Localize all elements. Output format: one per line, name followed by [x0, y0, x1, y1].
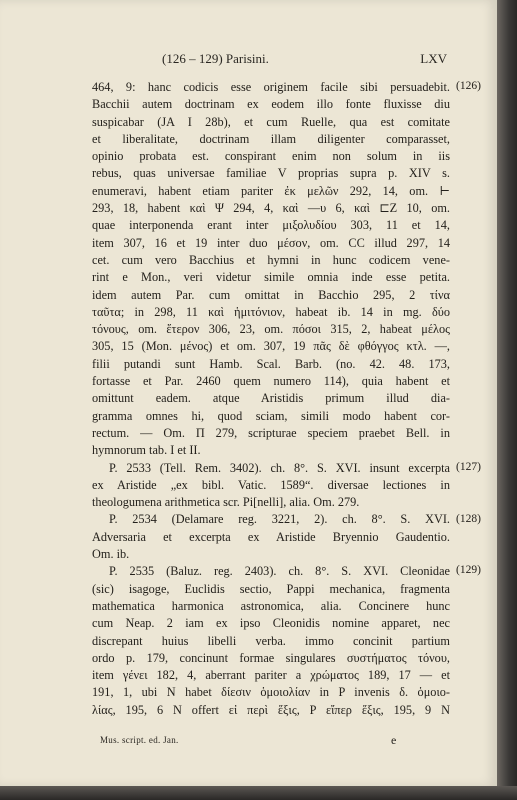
text-line: item γένει 182, 4, aberrant pariter a χρώματος 189, 17 — et [92, 668, 450, 683]
page-edge-shadow [497, 0, 517, 800]
text-line: P. 2534 (Delamare reg. 3221, 2). ch. 8°. S. XVI. [109, 512, 450, 527]
page-header [92, 51, 447, 69]
page-bottom-shadow [0, 786, 517, 800]
text-line: theologumena arithmetica scr. Pi[nelli], alia. Om. 279. [92, 495, 360, 510]
page-footer [100, 735, 445, 751]
text-line: τόνους, om. ἕτερον 306, 23, om. πόσοι 315, 2, habeat μέλος [92, 322, 450, 337]
text-line: ex Aristide „ex bibl. Vatic. 1589“. diversae lectiones in [92, 477, 450, 492]
text-line: suspicabar (JA I 28b), et cum Ruelle, qua est comitate [92, 114, 450, 129]
text-line: cum Neap. 2 iam ex ipso Cleonidis nomine apparet, nec [92, 616, 450, 631]
text-line: mathematica harmonica astronomica, alia. Concinere hunc [92, 598, 450, 613]
body-text [92, 79, 450, 719]
text-line: opinio probata est. conspirant enim non solum in iis [92, 149, 450, 164]
text-line: λίας, 195, 6 N offert εἰ περὶ ἕξις, P εἴπερ ἕξις, 195, 9 N [92, 702, 450, 717]
text-line: 305, 15 (Mon. μένος) et om. 307, 19 πᾶς δὲ φθόγγος κτλ. —, [92, 339, 450, 354]
text-line: fortasse et Par. 2460 quem numero 114), quia habent et [92, 374, 450, 389]
running-title: (126 – 129) Parisini. [162, 51, 269, 66]
text-line: rebus, quas universae familiae V proprias supra p. XIV s. [92, 166, 450, 181]
text-line: Bacchii autem doctrinam ex eodem illo fonte fluxisse diu [92, 97, 450, 112]
text-line: 191, 1, ubi N habet δίεσιν ὁμοιολίαν in P invenis δ. ὁμοιο- [92, 685, 450, 700]
text-line: ταῦτα; in 298, 11 καὶ ἡμιτόνιον, habeat ib. 14 in mg. δύο [92, 304, 450, 319]
text-line: gramma omnes hi, quod sciam, simili modo habent cor- [92, 408, 450, 423]
margin-number: (126) [456, 80, 481, 92]
margin-number: (128) [456, 512, 481, 525]
text-line: 293, 18, habent καὶ Ψ 294, 4, καὶ —υ 6, καὶ ⊏Z 10, om. [92, 201, 450, 216]
text-line: item 307, 16 et 19 inter duo μέσον, om. CC illud 297, 14 [92, 235, 450, 250]
text-line: filii putandi sunt Hamb. Scal. Barb. (no. 42. 48. 173, [92, 356, 450, 371]
margin-number: (127) [456, 460, 481, 473]
text-line: rectum. — Om. Π 279, scripturae speciem praebet Bell. in [92, 425, 450, 440]
text-line: quae interponenda erant inter μιξολυδίου 303, 11 et 14, [92, 218, 450, 233]
gathering-mark: e [391, 733, 397, 747]
text-line: omittunt eadem. atque Aristidis primum illud dia- [92, 391, 450, 406]
text-line: hymnorum tab. I et II. [92, 443, 201, 458]
text-line: (sic) isagoge, Euclidis sectio, Pappi mechanica, fragmenta [92, 581, 450, 596]
text-line: P. 2535 (Baluz. reg. 2403). ch. 8°. S. XVI. Cleonidae [109, 564, 450, 579]
text-line: enumeravi, habent etiam pariter ἐκ μελῶν 292, 14, om. ⊢ [92, 183, 450, 198]
text-line: cet. cum vero Bacchius et hymni in hunc codicem vene- [92, 252, 450, 267]
text-line: rint e Mon., veri videtur simile omnia inde esse petita. [92, 270, 450, 285]
text-line: et liberalitate, doctrinam illam diligenter comparasset, [92, 131, 450, 146]
text-line: idem autem Par. cum omittat in Bacchio 295, 2 τίνα [92, 287, 450, 302]
text-line: discrepant huius libelli verba. immo concinit partium [92, 633, 450, 648]
text-line: 464, 9: hanc codicis esse originem facile sibi persuadebit. [92, 80, 450, 94]
page-number: LXV [420, 51, 447, 66]
text-line: Om. ib. [92, 547, 130, 562]
text-line: ordo p. 179, concinunt formae singulares συστήματος τόνου, [92, 650, 450, 665]
text-line: P. 2533 (Tell. Rem. 3402). ch. 8°. S. XVI. insunt excerpta [109, 460, 450, 475]
signature-line: Mus. script. ed. Jan. [100, 735, 179, 745]
text-line: Adversaria et excerpta ex Aristide Bryennio Gaudentio. [92, 529, 450, 544]
margin-number: (129) [456, 564, 481, 577]
